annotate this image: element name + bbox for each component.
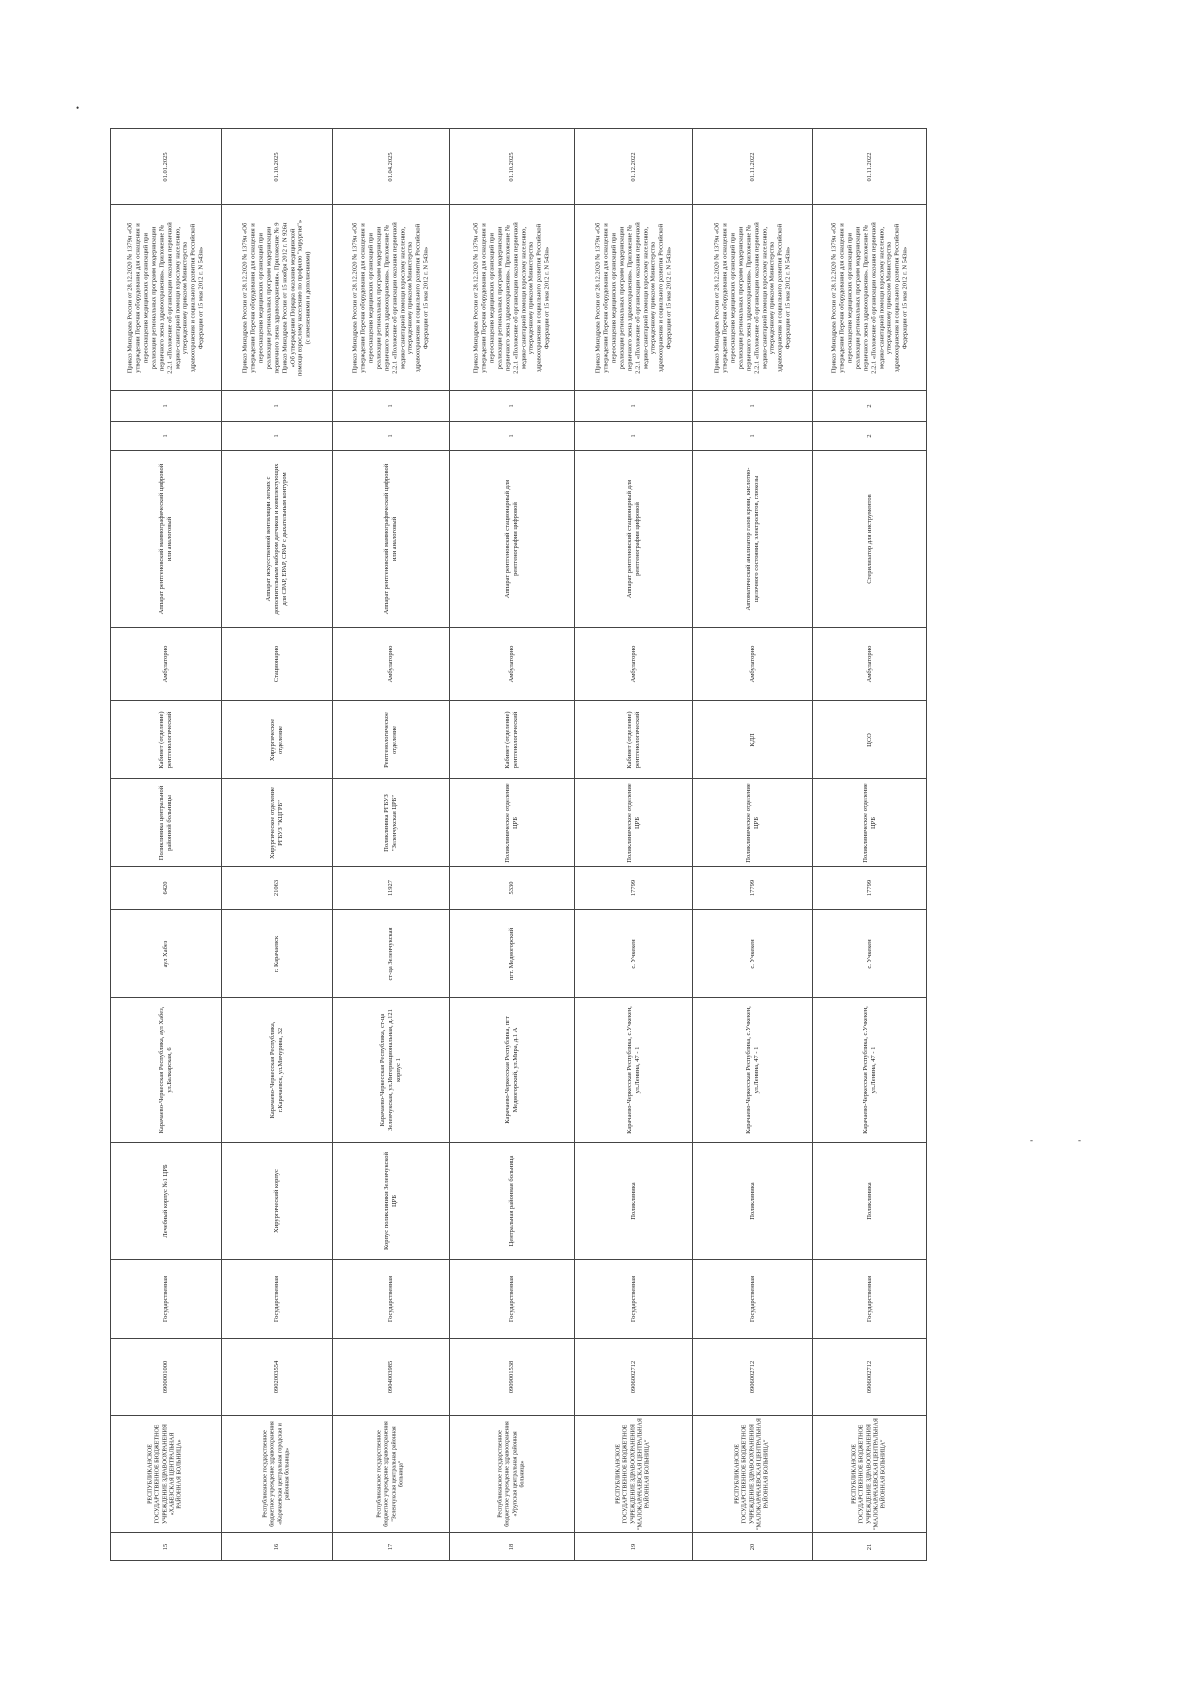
qty2-text: 1 [629,404,637,408]
field-row-equipment [111,451,1114,628]
locality-cell [575,910,693,998]
equipment-table [110,128,1114,1561]
care-text: Стационарно [273,645,281,683]
oktmo-cell [111,867,222,910]
field-row-org [111,1416,1114,1533]
room-text: Хирургическое отделение [269,718,284,761]
num-text: 17 [387,1543,395,1550]
code-text: 0909001538 [508,1360,516,1394]
basis-text: Приказ Минздрава России от 28.12.2020 № 1379н «Об утверждении Перечня оборудования для оснащения и переоснащения медицинских организаций при реализации региональных программ модернизации первичного звена здравоохранения». Приложение № 2.2.1 «Положение об организации оказания первичной медико-санитарной помощи взрослому населению, утвержденному приказом Министерства здравоохранения и социального развития Российской Федерации от 15 мая 2012 г. N 543н» [351,221,430,374]
field-row-room [111,701,1114,779]
num-cell [333,1533,450,1561]
building-text: Поликлиника [748,1182,756,1220]
building-cell [333,1143,450,1260]
date-text: 01.04.2025 [387,151,395,182]
org-cell [333,1416,450,1533]
address-cell [111,998,222,1143]
locality-cell [450,910,575,998]
code-cell [111,1339,222,1416]
basis-text: Приказ Минздрава России от 28.12.2020 № 1379н «Об утверждении Перечня оборудования для оснащения и переоснащения медицинских организаций при реализации региональных программ модернизации первичного звена здравоохранения». Приложение № 2.2.1 «Положение об организации оказания первичной медико-санитарной помощи взрослому населению, утвержденному приказом Министерства здравоохранения и социального развития Российской Федерации от 15 мая 2012 г. N 543н» [593,221,673,374]
room-cell [222,701,333,779]
care-text: Амбулаторно [162,645,170,683]
qty1-cell [575,422,693,451]
address-text: Карачаево-Черкесская Республика, аул Хабез, ул.Балкарская, 6 [158,1006,173,1134]
scan-speck: • [76,103,80,113]
equipment-text: Аппарат рентгеновский маммографический цифровой или аналоговый [383,463,398,615]
code-text: 0904003985 [387,1360,395,1394]
basis-cell [693,205,813,391]
form-cell [693,1260,813,1339]
equipment-text: Аппарат рентгеновский стационарный для рентгенографии цифровой [625,479,641,599]
unit-cell [333,779,450,867]
org-text: РЕСПУБЛИКАНСКОЕ ГОСУДАРСТВЕННОЕ БЮДЖЕТНОЕ УЧРЕЖДЕНИЕ ЗДРАВООХРАНЕНИЯ "МАЛОКАРАЧАЕВСКАЯ ЦЕНТРАЛЬНАЯ РАЙОННАЯ БОЛЬНИЦА" [734,1418,770,1530]
code-cell [333,1339,450,1416]
qty1-text: 1 [273,434,281,438]
date-text: 01.10.2025 [508,151,516,182]
oktmo-cell [693,867,813,910]
building-text: Корпус поликлиники Зеленчукской ЦРБ [383,1152,398,1250]
oktmo-cell [575,867,693,910]
basis-cell [111,205,222,391]
room-text: Кабинет (отделение) рентгенологический [504,710,519,769]
basis-text: Приказ Минздрава России от 28.12.2020 № 1379н «Об утверждении Перечня оборудования для оснащения и переоснащения медицинских организаций при реализации региональных программ модернизации первичного звена здравоохранения». Приложение № 2.2.1 «Положение об организации оказания первичной медико-санитарной помощи взрослому населению, утвержденному приказом Министерства здравоохранения и социального развития Российской Федерации от 15 мая 2012 г. N 543н» [472,221,551,374]
num-cell [813,1533,927,1561]
locality-cell [333,910,450,998]
code-text: 0906002712 [748,1360,756,1394]
field-row-qty2 [111,391,1114,422]
qty2-text: 1 [387,404,395,408]
locality-text: аул Хабез [162,940,170,967]
oktmo-cell [222,867,333,910]
date-cell [813,129,927,205]
basis-text: Приказ Минздрава России от 28.12.2020 № 1379н «Об утверждении Перечня оборудования для оснащения и переоснащения медицинских организаций при реализации региональных программ модернизации первичного звена здравоохранения». Приложение № 9 Приказ Минздрава России от 15 ноября 2012 г. N 926н «Об утверждении Порядка оказания медицинской помощи взрослому населению по профилю "хирургия"» (с изменениями и дополнениями) [241,219,312,376]
locality-text: г. Карачаевск [273,935,281,972]
qty2-text: 1 [508,404,516,408]
date-cell [575,129,693,205]
form-text: Государственная [629,1275,637,1323]
date-text: 01.11.2022 [748,151,756,182]
locality-text: с. Учкекен [748,938,756,969]
form-text: Государственная [162,1275,170,1323]
code-text: 0906002712 [629,1360,637,1394]
room-text: Кабинет (отделение) рентгенологический [158,710,173,769]
building-text: Лечебный корпус №1 ЦРБ [162,1164,170,1238]
form-text: Государственная [273,1275,281,1323]
qty2-cell [450,391,575,422]
form-cell [575,1260,693,1339]
field-row-address [111,998,1114,1143]
unit-cell [222,779,333,867]
equipment-text: Аппарат искусственной вентиляции легких с дополнительным набором датчиков и комплектующих для СРАР, ЕРАР, СРАР с дыхательным контуром [265,463,288,615]
oktmo-text: 21063 [273,879,281,897]
num-text: 16 [273,1543,281,1550]
date-text: 01.01.2025 [162,151,170,182]
care-text: Амбулаторно [865,645,873,683]
qty2-text: 1 [273,404,281,408]
date-text: 01.11.2022 [865,151,873,182]
field-row-basis [111,205,1114,391]
equipment-cell [222,451,333,628]
equipment-cell [333,451,450,628]
org-text: РЕСПУБЛИКАНСКОЕ ГОСУДАРСТВЕННОЕ БЮДЖЕТНОЕ УЧРЕЖДЕНИЕ ЗДРАВООХРАНЕНИЯ «ХАБЕЗСКАЯ ЦЕНТРАЛЬНАЯ РАЙОННАЯ БОЛЬНИЦА» [147,1424,183,1524]
building-cell [575,1143,693,1260]
address-text: Карачаево-Черкесская Республика, с.Учкекен, ул.Ленина, 47 - 1 [861,1006,877,1134]
form-text: Государственная [865,1275,873,1323]
org-text: Республиканское государственное бюджетное учреждение здравоохранения "Зеленчукская центральная районная больница" [376,1421,405,1527]
oktmo-text: 11927 [387,879,395,897]
scan-speck: - [1030,1135,1033,1145]
oktmo-text: 5330 [508,881,516,895]
equipment-text: Автоматический анализатор газов крови, кислотно-щелочного состояния, электролитов, глюкозы [744,467,760,611]
address-text: Карачаево-Черкесская Республика, с.Учкекен, ул.Ленина, 47 - 1 [744,1006,760,1134]
form-cell [333,1260,450,1339]
qty2-cell [111,391,222,422]
num-cell [693,1533,813,1561]
unit-text: Поликлиническое отделение ЦРБ [861,782,877,863]
qty2-text: 2 [865,404,873,408]
table-body [111,129,1114,1561]
unit-text: Поликлиническое отделение ЦРБ [625,782,641,863]
building-cell [813,1143,927,1260]
field-row-code [111,1339,1114,1416]
org-text: РЕСПУБЛИКАНСКОЕ ГОСУДАРСТВЕННОЕ БЮДЖЕТНОЕ УЧРЕЖДЕНИЕ ЗДРАВООХРАНЕНИЯ "МАЛОКАРАЧАЕВСКАЯ ЦЕНТРАЛЬНАЯ РАЙОННАЯ БОЛЬНИЦА" [851,1418,887,1530]
equipment-text: Стерилизатор для инструментов [865,494,873,584]
equipment-text: Аппарат рентгеновский маммографический цифровой или аналоговый [158,463,173,615]
care-cell [111,628,222,701]
org-cell [575,1416,693,1533]
code-text: 0902003554 [273,1360,281,1394]
field-row-oktmo [111,867,1114,910]
equipment-cell [111,451,222,628]
unit-text: Поликлиническое отделение ЦРБ [504,782,519,863]
basis-cell [450,205,575,391]
building-text: Центральная районная больница [508,1155,516,1247]
qty2-cell [575,391,693,422]
form-cell [111,1260,222,1339]
qty1-text: 1 [387,434,395,438]
num-cell [575,1533,693,1561]
qty2-cell [693,391,813,422]
qty1-text: 1 [629,434,637,438]
basis-cell [222,205,333,391]
unit-cell [575,779,693,867]
care-text: Амбулаторно [629,645,637,683]
qty1-text: 1 [162,434,170,438]
field-row-qty1 [111,422,1114,451]
basis-cell [575,205,693,391]
building-text: Поликлиника [865,1182,873,1220]
locality-text: с. Учкекен [865,938,873,969]
qty2-cell [222,391,333,422]
field-row-building [111,1143,1114,1260]
num-cell [450,1533,575,1561]
num-text: 21 [865,1543,873,1550]
care-cell [813,628,927,701]
unit-cell [111,779,222,867]
address-text: Карачаево-Черкесская Республика, пгт Медногорский, ул.Мира, д.1 А [504,1016,519,1124]
code-cell [575,1339,693,1416]
date-cell [333,129,450,205]
address-cell [222,998,333,1143]
equipment-text: Аппарат рентгеновский стационарный для рентгенографии цифровой [504,479,519,599]
org-text: Республиканское государственное бюджетное учреждение здравоохранения «Карачаевская центральная городская и районная больница» [262,1421,291,1527]
code-cell [222,1339,333,1416]
unit-cell [693,779,813,867]
room-text: Рентгенологическое отделение [383,711,398,768]
date-text: 01.12.2022 [629,151,637,182]
address-text: Карачаево-Черкесская Республика, г.Карачаевск, ул.Мичурина, 32 [269,1021,284,1119]
locality-text: ст-ца Зеленчукская [387,927,395,980]
form-cell [450,1260,575,1339]
basis-text: Приказ Минздрава России от 28.12.2020 № 1379н «Об утверждении Перечня оборудования для оснащения и переоснащения медицинских организаций при реализации региональных программ модернизации первичного звена здравоохранения». Приложение № 2.2.1 «Положение об организации оказания первичной медико-санитарной помощи взрослому населению, утвержденному приказом Министерства здравоохранения и социального развития Российской Федерации от 15 мая 2012 г. N 543н» [712,221,792,374]
form-text: Государственная [387,1275,395,1323]
locality-cell [222,910,333,998]
field-row-unit [111,779,1114,867]
field-row-care [111,628,1114,701]
care-text: Амбулаторно [508,645,516,683]
room-cell [111,701,222,779]
num-cell [222,1533,333,1561]
address-cell [813,998,927,1143]
room-cell [450,701,575,779]
form-cell [222,1260,333,1339]
code-cell [450,1339,575,1416]
locality-cell [813,910,927,998]
address-cell [575,998,693,1143]
equipment-cell [575,451,693,628]
num-cell [111,1533,222,1561]
qty1-cell [693,422,813,451]
locality-cell [693,910,813,998]
room-text: ЦСО [865,732,873,747]
date-cell [222,129,333,205]
building-cell [111,1143,222,1260]
oktmo-cell [813,867,927,910]
care-cell [693,628,813,701]
num-text: 19 [629,1543,637,1550]
oktmo-cell [450,867,575,910]
address-text: Карачаево-Черкесская Республика, ст-ца Зеленчукская, ул.Интернациональная, д.121 корпус 1 [379,1009,402,1131]
care-text: Амбулаторно [387,645,395,683]
org-text: Республиканское государственное бюджетное учреждение здравоохранения «Урупская центральная районная больница» [497,1421,526,1527]
code-text: 0906002712 [865,1360,873,1394]
room-cell [333,701,450,779]
code-cell [813,1339,927,1416]
num-text: 15 [162,1543,170,1550]
basis-text: Приказ Минздрава России от 28.12.2020 № 1379н «Об утверждении Перечня оборудования для оснащения и переоснащения медицинских организаций при реализации региональных программ модернизации первичного звена здравоохранения». Приложение № 2.2.1 «Положение об организации оказания первичной медико-санитарной помощи взрослому населению, утвержденному приказом Министерства здравоохранения и социального развития Российской Федерации от 15 мая 2012 г. N 543н» [126,221,205,374]
field-row-date [111,129,1114,205]
room-text: Кабинет (отделение) рентгенологический [625,710,641,769]
room-cell [575,701,693,779]
field-row-form [111,1260,1114,1339]
code-cell [693,1339,813,1416]
care-text: Амбулаторно [748,645,756,683]
basis-cell [813,205,927,391]
care-cell [222,628,333,701]
equipment-cell [693,451,813,628]
num-text: 18 [508,1543,516,1550]
equipment-cell [450,451,575,628]
date-cell [693,129,813,205]
address-cell [450,998,575,1143]
qty1-cell [333,422,450,451]
care-cell [450,628,575,701]
qty2-cell [813,391,927,422]
field-row-num [111,1533,1114,1561]
oktmo-cell [333,867,450,910]
org-cell [450,1416,575,1533]
building-text: Поликлиника [629,1182,637,1220]
locality-text: с. Учкекен [629,938,637,969]
unit-text: Поликлиника РГБУЗ "Зеленчукская ЦРБ" [383,793,398,852]
unit-cell [450,779,575,867]
oktmo-text: 17799 [748,879,756,897]
room-text: КДЛ [748,732,756,747]
oktmo-text: 17799 [865,879,873,897]
org-cell [111,1416,222,1533]
date-cell [450,129,575,205]
building-cell [450,1143,575,1260]
form-text: Государственная [508,1275,516,1323]
field-row-locality [111,910,1114,998]
unit-text: Поликлиническое отделение ЦРБ [744,782,760,863]
form-text: Государственная [748,1275,756,1323]
org-cell [813,1416,927,1533]
basis-cell [333,205,450,391]
qty2-text: 1 [748,404,756,408]
basis-text: Приказ Минздрава России от 28.12.2020 № 1379н «Об утверждении Перечня оборудования для оснащения и переоснащения медицинских организаций при реализации региональных программ модернизации первичного звена здравоохранения». Приложение № 2.2.1 «Положение об организации оказания первичной медико-санитарной помощи взрослому населению, утвержденному приказом Министерства здравоохранения и социального развития Российской Федерации от 15 мая 2012 г. N 543н» [829,221,909,374]
qty1-cell [222,422,333,451]
locality-cell [111,910,222,998]
qty1-cell [111,422,222,451]
unit-text: Хирургическое отделение РГБУЗ "КЦГРБ" [269,786,284,859]
building-text: Хирургический корпус [273,1169,281,1233]
locality-text: пгт. Медногорский [508,927,516,980]
building-cell [222,1143,333,1260]
org-text: РЕСПУБЛИКАНСКОЕ ГОСУДАРСТВЕННОЕ БЮДЖЕТНОЕ УЧРЕЖДЕНИЕ ЗДРАВООХРАНЕНИЯ "МАЛОКАРАЧАЕВСКАЯ ЦЕНТРАЛЬНАЯ РАЙОННАЯ БОЛЬНИЦА" [615,1418,651,1530]
qty2-cell [333,391,450,422]
equipment-cell [813,451,927,628]
qty1-text: 1 [508,434,516,438]
form-cell [813,1260,927,1339]
scan-speck: - [1078,1135,1081,1145]
room-cell [813,701,927,779]
date-text: 01.10.2025 [273,151,281,182]
room-cell [693,701,813,779]
unit-cell [813,779,927,867]
unit-text: Поликлиника центральной районной больницы [158,785,173,860]
care-cell [575,628,693,701]
date-cell [111,129,222,205]
oktmo-text: 6420 [162,881,170,895]
building-cell [693,1143,813,1260]
oktmo-text: 17799 [629,879,637,897]
qty1-cell [813,422,927,451]
org-cell [222,1416,333,1533]
address-cell [333,998,450,1143]
address-cell [693,998,813,1143]
qty1-cell [450,422,575,451]
org-cell [693,1416,813,1533]
care-cell [333,628,450,701]
num-text: 20 [748,1543,756,1550]
qty1-text: 2 [865,434,873,438]
qty2-text: 1 [162,404,170,408]
code-text: 0900001000 [162,1360,170,1394]
address-text: Карачаево-Черкесская Республика, с.Учкекен, ул.Ленина, 47 - 1 [625,1006,641,1134]
qty1-text: 1 [748,434,756,438]
